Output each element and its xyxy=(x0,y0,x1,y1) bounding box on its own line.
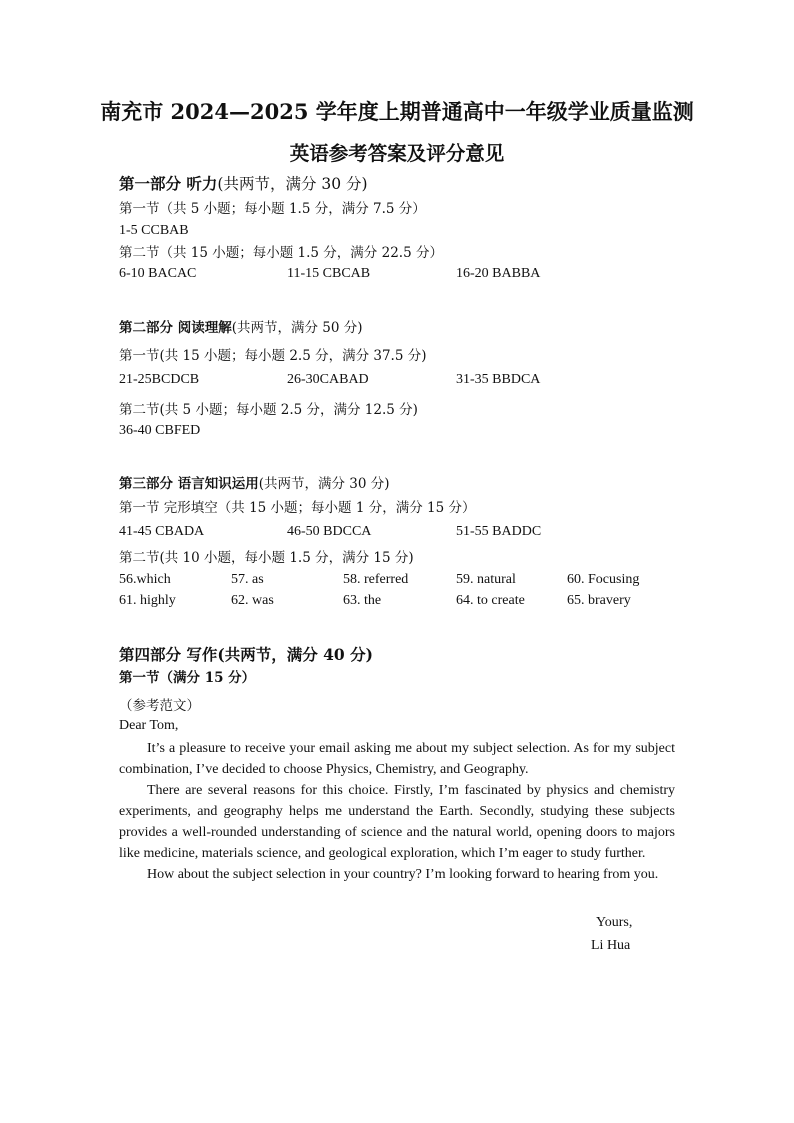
part2-sec1-heading xyxy=(119,344,427,364)
part2-sec1-heading-text: 第一节(共 15 小题；每小题 2.5 分，满分 37.5 分) xyxy=(119,348,427,364)
letter-signature: Li Hua xyxy=(591,938,631,953)
part1-sec2-heading: 第二节（共 15 小题；每小题 1.5 分，满分 22.5 分） xyxy=(119,245,443,261)
fill-answer: 64. to create xyxy=(456,593,525,608)
part2-sec2-answers: 36-40 CBFED xyxy=(119,423,201,438)
part4-heading: 第四部分 写作(共两节，满分 40 分) xyxy=(119,645,373,664)
letter-paragraph: There are several reasons for this choice. Firstly, I’m fascinated by physics and chemistry experiments, and geography helps me understand the Earth. Secondly, studying these subjects provides a well-rounded understanding of science and the natural world, opening doors to majors like medicine, materials science, and geological exploration, which I’m eager to study further. xyxy=(119,783,675,861)
part1-sec1-answers: 1-5 CCBAB xyxy=(119,223,189,238)
answer-group: 16-20 BABBA xyxy=(456,266,541,281)
document-title: 南充市 2024—2025 学年度上期普通高中一年级学业质量监测 xyxy=(100,99,694,124)
part2-sec2-heading: 第二节(共 5 小题；每小题 2.5 分，满分 12.5 分) xyxy=(119,402,418,418)
part3-heading xyxy=(119,472,390,492)
letter-closing: Yours, xyxy=(596,915,633,930)
fill-answer: 56.which xyxy=(119,572,171,587)
part4-sec1-heading: 第一节（满分 15 分） xyxy=(119,670,256,686)
fill-answer: 65. bravery xyxy=(567,593,631,608)
fill-answer: 61. highly xyxy=(119,593,176,608)
answer-group: 26-30CABAD xyxy=(287,372,369,387)
letter-greeting: Dear Tom, xyxy=(119,718,179,733)
answer-group: 21-25BCDCB xyxy=(119,372,200,387)
answer-group: 31-35 BBDCA xyxy=(456,372,541,387)
part1-sec1-heading: 第一节（共 5 小题；每小题 1.5 分，满分 7.5 分） xyxy=(119,201,426,217)
fill-answer: 57. as xyxy=(231,572,264,587)
part2-heading-note: (共两节，满分 50 分) xyxy=(231,320,363,336)
fill-answer: 60. Focusing xyxy=(567,572,640,587)
letter-paragraph: It’s a pleasure to receive your email asking me about my subject selection. As for my subject combination, I’ve decided to choose Physics, Chemistry, and Geography. xyxy=(119,741,675,777)
part1-heading-note: (共两节，满分 30 分) xyxy=(217,175,368,193)
answer-group: 11-15 CBCAB xyxy=(287,266,371,281)
letter-paragraph: How about the subject selection in your country? I’m looking forward to hearing from you. xyxy=(147,867,659,882)
part3-sec2-heading: 第二节(共 10 小题，每小题 1.5 分，满分 15 分) xyxy=(119,550,414,566)
part2-heading xyxy=(119,316,363,336)
part3-heading-title: 第三部分 语言知识运用 xyxy=(119,476,259,492)
answer-group: 41-45 CBADA xyxy=(119,524,205,539)
fill-answer: 58. referred xyxy=(343,572,409,587)
answer-group: 51-55 BADDC xyxy=(456,524,542,539)
part3-sec1-heading: 第一节 完形填空（共 15 小题；每小题 1 分，满分 15 分） xyxy=(119,500,476,516)
part1-heading xyxy=(119,172,368,194)
answer-group: 46-50 BDCCA xyxy=(287,524,372,539)
part3-heading-note: (共两节，满分 30 分) xyxy=(258,476,390,492)
part2-heading-title: 第二部分 阅读理解 xyxy=(119,320,232,336)
fill-answer: 63. the xyxy=(343,593,382,608)
fill-answer: 62. was xyxy=(231,593,274,608)
fill-answer: 59. natural xyxy=(456,572,516,587)
sample-essay-label: （参考范文） xyxy=(119,698,200,714)
answer-group: 6-10 BACAC xyxy=(119,266,197,281)
part1-heading-title: 第一部分 听力 xyxy=(119,174,218,193)
document-subtitle: 英语参考答案及评分意见 xyxy=(289,142,505,165)
